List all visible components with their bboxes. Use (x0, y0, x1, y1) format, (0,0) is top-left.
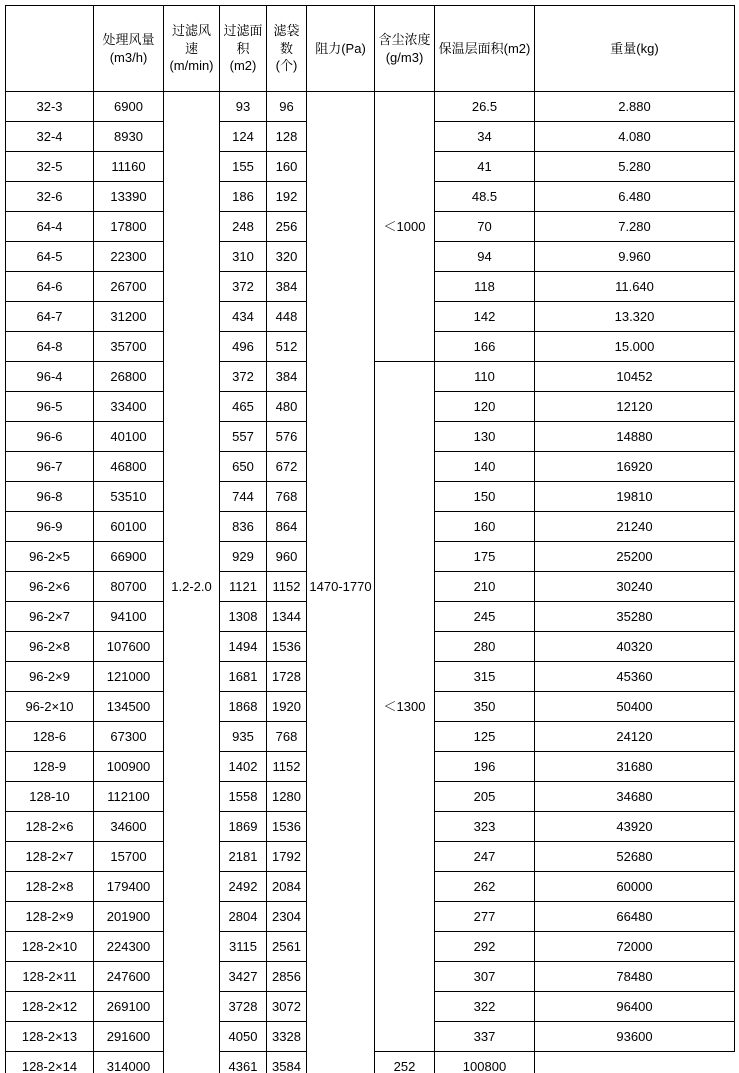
cell-model: 96-2×9 (6, 662, 94, 692)
cell-flow: 22300 (94, 242, 164, 272)
cell-flow: 314000 (94, 1052, 164, 1073)
cell-weight: 11.640 (535, 272, 735, 302)
header-area-line-3: (m2) (229, 58, 257, 74)
cell-flow: 66900 (94, 542, 164, 572)
cell-filter-area: 3115 (220, 932, 267, 962)
cell-filter-area: 3427 (220, 962, 267, 992)
cell-insulation-area: 175 (435, 542, 535, 572)
cell-model: 96-8 (6, 482, 94, 512)
cell-model: 128-2×8 (6, 872, 94, 902)
cell-bag-count: 1152 (267, 752, 307, 782)
cell-bag-count: 160 (267, 152, 307, 182)
cell-filter-area: 1494 (220, 632, 267, 662)
cell-model: 128-2×14 (6, 1052, 94, 1073)
cell-flow: 291600 (94, 1022, 164, 1052)
cell-model: 96-2×7 (6, 602, 94, 632)
cell-bag-count: 256 (267, 212, 307, 242)
header-bags-line-2: 数 (279, 40, 293, 56)
cell-bag-count: 2856 (267, 962, 307, 992)
header-flow-line-1: 处理风量 (102, 31, 155, 47)
cell-filter-area: 1402 (220, 752, 267, 782)
cell-insulation-area: 118 (435, 272, 535, 302)
specification-table (5, 5, 735, 1073)
cell-model: 128-9 (6, 752, 94, 782)
cell-insulation-area: 280 (435, 632, 535, 662)
cell-filter-area: 310 (220, 242, 267, 272)
header-area-line-2: 积 (236, 40, 250, 56)
cell-bag-count: 384 (267, 362, 307, 392)
cell-model: 32-4 (6, 122, 94, 152)
cell-insulation-area: 110 (435, 362, 535, 392)
cell-weight: 2.880 (535, 92, 735, 122)
cell-model: 64-5 (6, 242, 94, 272)
header-bags-line-3: (个) (275, 58, 298, 74)
cell-filter-area: 557 (220, 422, 267, 452)
header-cell-weight: 重量(kg) (535, 6, 735, 92)
cell-insulation-area: 160 (435, 512, 535, 542)
cell-bag-count: 1728 (267, 662, 307, 692)
cell-bag-count: 1280 (267, 782, 307, 812)
cell-model: 96-4 (6, 362, 94, 392)
cell-insulation-area: 210 (435, 572, 535, 602)
cell-insulation-area: 307 (435, 962, 535, 992)
cell-resistance-merged: 1470-1770 (307, 92, 375, 1073)
cell-model: 64-8 (6, 332, 94, 362)
cell-model: 128-2×10 (6, 932, 94, 962)
header-cell-area (220, 6, 267, 92)
cell-insulation-area: 252 (375, 1052, 435, 1073)
cell-weight: 31680 (535, 752, 735, 782)
cell-model: 32-5 (6, 152, 94, 182)
table-header (6, 6, 735, 92)
cell-filter-area: 372 (220, 272, 267, 302)
header-dust-line-2: (g/m3) (385, 49, 424, 65)
cell-filter-speed-merged: 1.2-2.0 (164, 92, 220, 1073)
cell-filter-area: 3728 (220, 992, 267, 1022)
cell-insulation-area: 142 (435, 302, 535, 332)
cell-bag-count: 1792 (267, 842, 307, 872)
cell-weight: 96400 (535, 992, 735, 1022)
cell-filter-area: 744 (220, 482, 267, 512)
cell-bag-count: 192 (267, 182, 307, 212)
cell-weight: 14880 (535, 422, 735, 452)
cell-bag-count: 448 (267, 302, 307, 332)
header-cell-bags (267, 6, 307, 92)
cell-model: 128-2×12 (6, 992, 94, 1022)
cell-model: 32-6 (6, 182, 94, 212)
cell-filter-area: 372 (220, 362, 267, 392)
cell-model: 128-2×11 (6, 962, 94, 992)
cell-weight: 34680 (535, 782, 735, 812)
cell-filter-area: 4361 (220, 1052, 267, 1073)
cell-bag-count: 2561 (267, 932, 307, 962)
cell-insulation-area: 315 (435, 662, 535, 692)
header-dust-line-1: 含尘浓度 (378, 31, 431, 47)
cell-insulation-area: 34 (435, 122, 535, 152)
cell-flow: 11160 (94, 152, 164, 182)
cell-flow: 269100 (94, 992, 164, 1022)
cell-flow: 26800 (94, 362, 164, 392)
cell-model: 96-9 (6, 512, 94, 542)
cell-model: 128-2×6 (6, 812, 94, 842)
cell-insulation-area: 262 (435, 872, 535, 902)
cell-bag-count: 2084 (267, 872, 307, 902)
cell-filter-area: 2492 (220, 872, 267, 902)
cell-dust-concentration-group-1: ＜1000 (375, 92, 435, 362)
cell-filter-area: 2181 (220, 842, 267, 872)
cell-filter-area: 155 (220, 152, 267, 182)
cell-filter-area: 1869 (220, 812, 267, 842)
cell-model: 96-7 (6, 452, 94, 482)
cell-bag-count: 864 (267, 512, 307, 542)
cell-weight: 30240 (535, 572, 735, 602)
cell-weight: 9.960 (535, 242, 735, 272)
cell-filter-area: 434 (220, 302, 267, 332)
cell-weight: 13.320 (535, 302, 735, 332)
cell-dust-concentration-group-2: ＜1300 (375, 362, 435, 1052)
header-cell-model (6, 6, 94, 92)
cell-model: 96-2×8 (6, 632, 94, 662)
cell-weight: 52680 (535, 842, 735, 872)
cell-weight: 19810 (535, 482, 735, 512)
cell-bag-count: 3584 (267, 1052, 307, 1073)
cell-filter-area: 186 (220, 182, 267, 212)
cell-weight: 4.080 (535, 122, 735, 152)
cell-flow: 13390 (94, 182, 164, 212)
cell-model: 96-6 (6, 422, 94, 452)
cell-flow: 31200 (94, 302, 164, 332)
cell-flow: 134500 (94, 692, 164, 722)
cell-insulation-area: 130 (435, 422, 535, 452)
cell-flow: 26700 (94, 272, 164, 302)
cell-model: 64-4 (6, 212, 94, 242)
cell-bag-count: 1920 (267, 692, 307, 722)
header-bags-line-1: 滤袋 (273, 23, 300, 39)
cell-insulation-area: 48.5 (435, 182, 535, 212)
cell-flow: 6900 (94, 92, 164, 122)
cell-insulation-area: 41 (435, 152, 535, 182)
cell-weight: 35280 (535, 602, 735, 632)
header-cell-dust (375, 6, 435, 92)
cell-model: 96-5 (6, 392, 94, 422)
cell-insulation-area: 323 (435, 812, 535, 842)
cell-insulation-area: 247 (435, 842, 535, 872)
cell-bag-count: 2304 (267, 902, 307, 932)
cell-model: 128-2×9 (6, 902, 94, 932)
cell-insulation-area: 120 (435, 392, 535, 422)
cell-insulation-area: 94 (435, 242, 535, 272)
cell-insulation-area: 277 (435, 902, 535, 932)
cell-flow: 67300 (94, 722, 164, 752)
cell-weight: 40320 (535, 632, 735, 662)
cell-model: 96-2×5 (6, 542, 94, 572)
cell-flow: 60100 (94, 512, 164, 542)
cell-weight: 60000 (535, 872, 735, 902)
cell-insulation-area: 245 (435, 602, 535, 632)
cell-weight: 12120 (535, 392, 735, 422)
cell-flow: 8930 (94, 122, 164, 152)
cell-weight: 100800 (435, 1052, 535, 1073)
header-speed-line-1: 过滤风速 (171, 23, 211, 56)
cell-filter-area: 2804 (220, 902, 267, 932)
cell-filter-area: 836 (220, 512, 267, 542)
cell-bag-count: 512 (267, 332, 307, 362)
cell-filter-area: 248 (220, 212, 267, 242)
cell-weight: 72000 (535, 932, 735, 962)
cell-weight: 43920 (535, 812, 735, 842)
cell-bag-count: 128 (267, 122, 307, 152)
cell-bag-count: 768 (267, 482, 307, 512)
cell-model: 128-2×7 (6, 842, 94, 872)
cell-insulation-area: 205 (435, 782, 535, 812)
cell-flow: 107600 (94, 632, 164, 662)
cell-flow: 224300 (94, 932, 164, 962)
cell-model: 128-10 (6, 782, 94, 812)
cell-model: 128-6 (6, 722, 94, 752)
header-cell-speed (164, 6, 220, 92)
cell-insulation-area: 337 (435, 1022, 535, 1052)
cell-bag-count: 3072 (267, 992, 307, 1022)
cell-filter-area: 1308 (220, 602, 267, 632)
cell-filter-area: 935 (220, 722, 267, 752)
header-cell-flow (94, 6, 164, 92)
cell-bag-count: 1152 (267, 572, 307, 602)
cell-flow: 80700 (94, 572, 164, 602)
cell-bag-count: 1344 (267, 602, 307, 632)
cell-model: 64-6 (6, 272, 94, 302)
cell-weight: 93600 (535, 1022, 735, 1052)
cell-bag-count: 1536 (267, 632, 307, 662)
cell-weight: 15.000 (535, 332, 735, 362)
cell-insulation-area: 196 (435, 752, 535, 782)
cell-bag-count: 3328 (267, 1022, 307, 1052)
cell-flow: 17800 (94, 212, 164, 242)
cell-weight: 10452 (535, 362, 735, 392)
header-cell-resistance: 阻力(Pa) (307, 6, 375, 92)
cell-flow: 15700 (94, 842, 164, 872)
cell-insulation-area: 350 (435, 692, 535, 722)
cell-insulation-area: 292 (435, 932, 535, 962)
cell-filter-area: 929 (220, 542, 267, 572)
cell-weight: 50400 (535, 692, 735, 722)
cell-bag-count: 672 (267, 452, 307, 482)
cell-weight: 66480 (535, 902, 735, 932)
cell-bag-count: 96 (267, 92, 307, 122)
cell-filter-area: 124 (220, 122, 267, 152)
cell-model: 96-2×6 (6, 572, 94, 602)
table-body (6, 92, 735, 1073)
cell-flow: 35700 (94, 332, 164, 362)
cell-insulation-area: 125 (435, 722, 535, 752)
cell-weight: 21240 (535, 512, 735, 542)
cell-insulation-area: 70 (435, 212, 535, 242)
cell-filter-area: 93 (220, 92, 267, 122)
cell-filter-area: 465 (220, 392, 267, 422)
table-row (6, 92, 735, 122)
cell-flow: 247600 (94, 962, 164, 992)
cell-insulation-area: 140 (435, 452, 535, 482)
cell-weight: 24120 (535, 722, 735, 752)
cell-flow: 121000 (94, 662, 164, 692)
cell-model: 64-7 (6, 302, 94, 332)
header-speed-line-2: (m/min) (169, 58, 214, 74)
cell-flow: 53510 (94, 482, 164, 512)
cell-weight: 25200 (535, 542, 735, 572)
cell-flow: 34600 (94, 812, 164, 842)
cell-insulation-area: 166 (435, 332, 535, 362)
cell-weight: 7.280 (535, 212, 735, 242)
cell-filter-area: 1681 (220, 662, 267, 692)
cell-model: 128-2×13 (6, 1022, 94, 1052)
cell-weight: 5.280 (535, 152, 735, 182)
cell-flow: 112100 (94, 782, 164, 812)
cell-weight: 78480 (535, 962, 735, 992)
cell-filter-area: 496 (220, 332, 267, 362)
cell-flow: 40100 (94, 422, 164, 452)
header-cell-insulation: 保温层面积(m2) (435, 6, 535, 92)
cell-filter-area: 1558 (220, 782, 267, 812)
cell-insulation-area: 322 (435, 992, 535, 1022)
cell-insulation-area: 150 (435, 482, 535, 512)
cell-weight: 16920 (535, 452, 735, 482)
cell-weight: 45360 (535, 662, 735, 692)
cell-filter-area: 4050 (220, 1022, 267, 1052)
cell-filter-area: 1868 (220, 692, 267, 722)
cell-bag-count: 480 (267, 392, 307, 422)
cell-filter-area: 650 (220, 452, 267, 482)
cell-bag-count: 960 (267, 542, 307, 572)
cell-bag-count: 384 (267, 272, 307, 302)
cell-bag-count: 1536 (267, 812, 307, 842)
cell-model: 32-3 (6, 92, 94, 122)
cell-flow: 33400 (94, 392, 164, 422)
cell-weight: 6.480 (535, 182, 735, 212)
header-area-line-1: 过滤面 (223, 23, 263, 39)
cell-insulation-area: 26.5 (435, 92, 535, 122)
cell-model: 96-2×10 (6, 692, 94, 722)
header-row (6, 6, 735, 92)
cell-bag-count: 768 (267, 722, 307, 752)
cell-flow: 46800 (94, 452, 164, 482)
cell-flow: 94100 (94, 602, 164, 632)
cell-bag-count: 320 (267, 242, 307, 272)
cell-flow: 100900 (94, 752, 164, 782)
cell-flow: 201900 (94, 902, 164, 932)
cell-flow: 179400 (94, 872, 164, 902)
header-flow-line-2: (m3/h) (109, 49, 148, 65)
cell-bag-count: 576 (267, 422, 307, 452)
cell-filter-area: 1121 (220, 572, 267, 602)
